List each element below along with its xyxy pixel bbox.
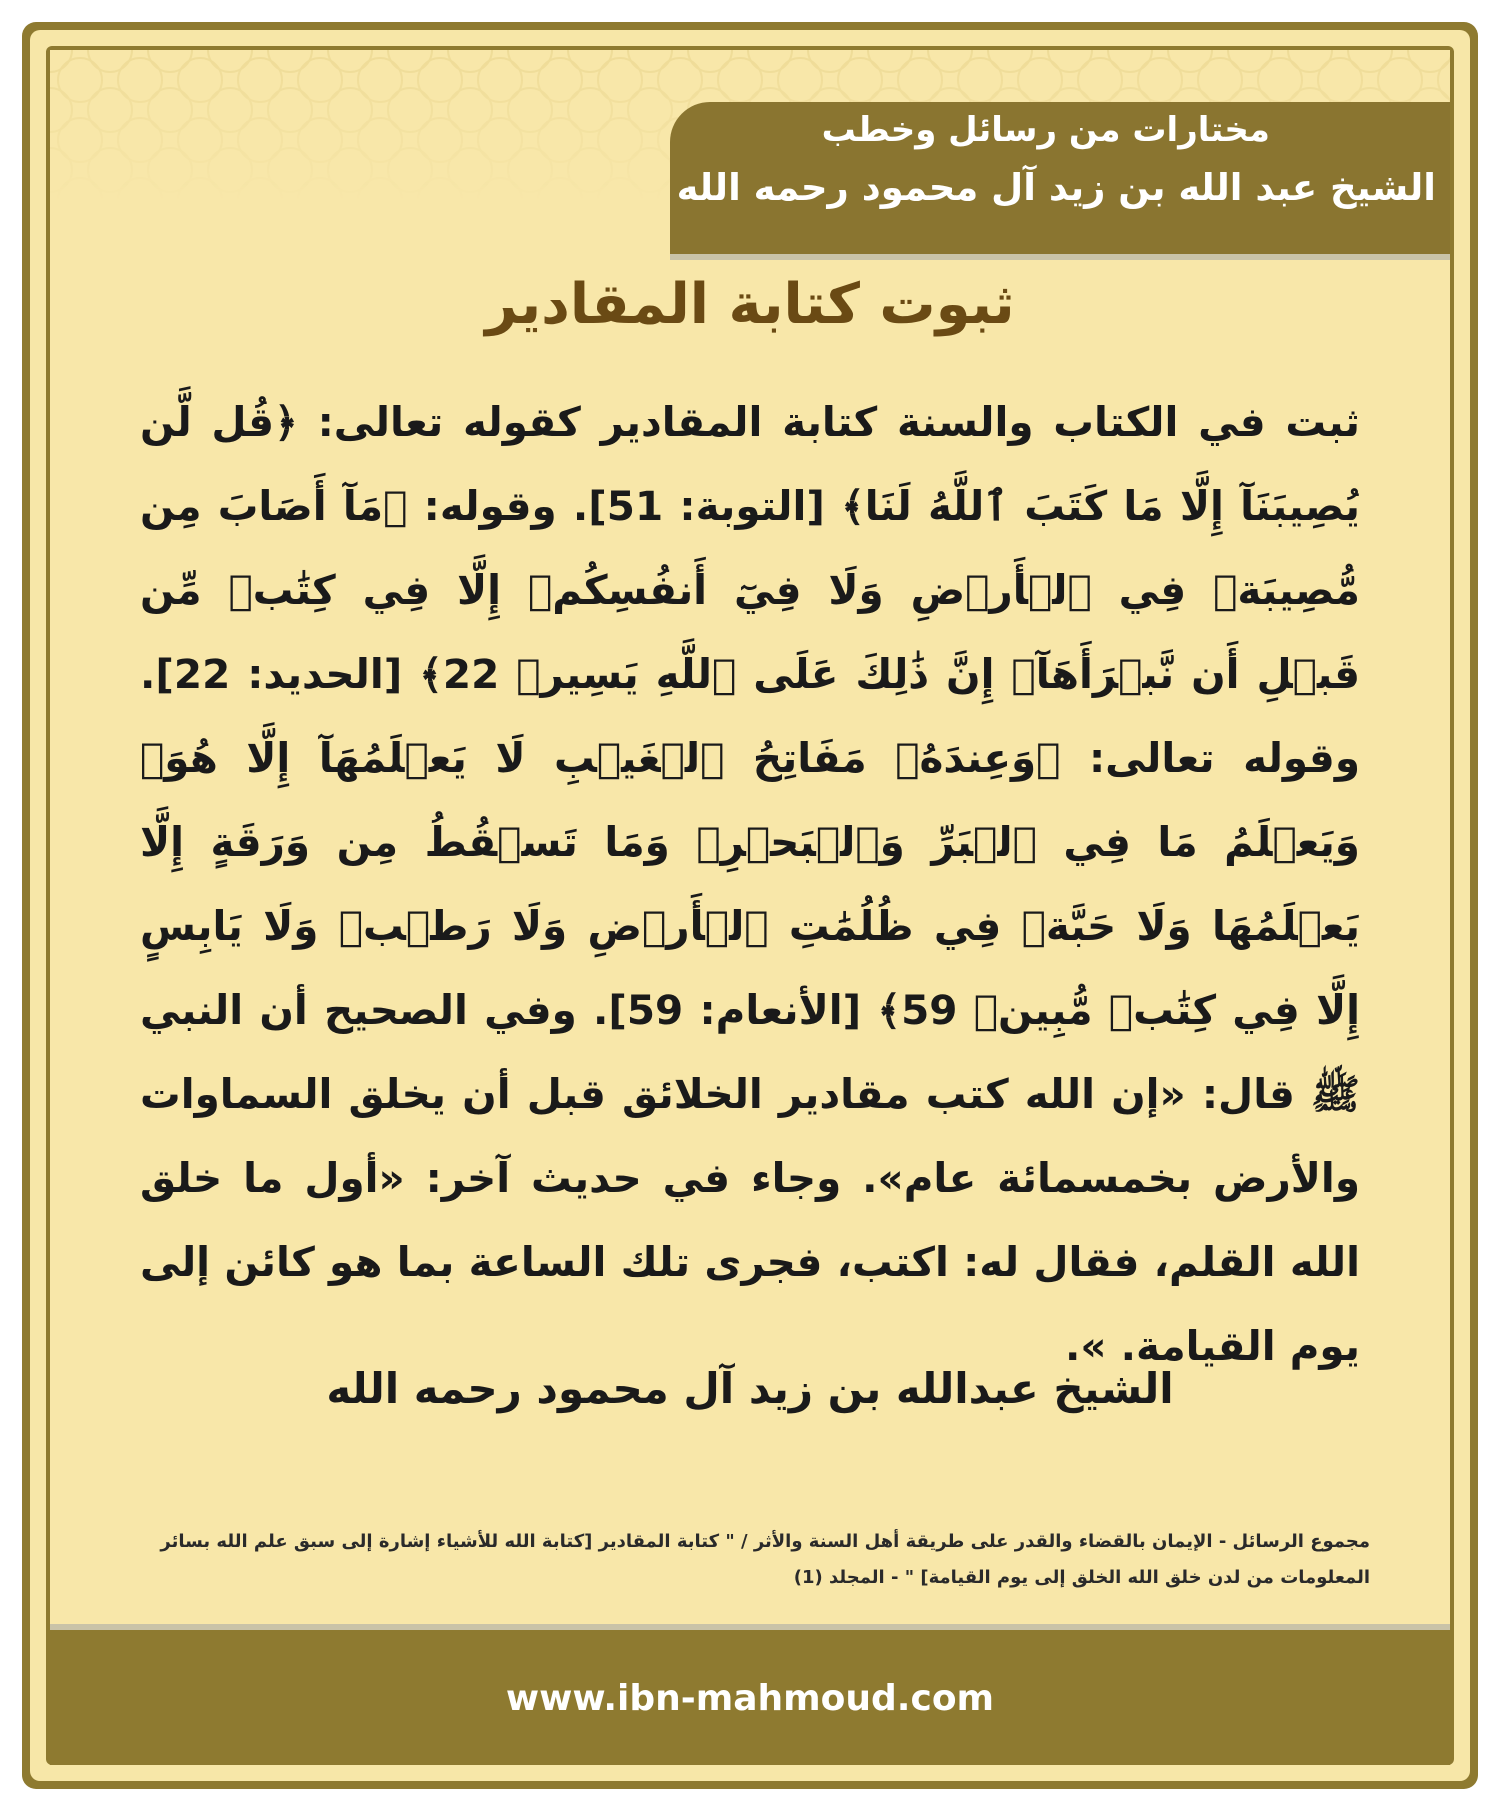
page-title: ثبوت كتابة المقادير <box>485 272 1015 337</box>
author-heading: الشيخ عبد الله بن زيد آل محمود رحمه الله <box>676 166 1436 209</box>
footer-bar <box>50 1630 1450 1765</box>
series-title: مختارات من رسائل وخطب <box>821 110 1270 150</box>
author-signature: الشيخ عبدالله بن زيد آل محمود رحمه الله <box>326 1364 1174 1413</box>
content-panel <box>50 50 1450 1630</box>
header-banner <box>670 102 1450 254</box>
source-citation: مجموع الرسائل - الإيمان بالقضاء والقدر على طريقة أهل السنة والأثر / " كتابة المقادير [كتابة الله للأشياء إشارة إلى سبق علم الله بسائر المعلومات من لدن خلق الله الخلق إلى يوم القيامة] " - المجلد (1) <box>160 1531 1370 1588</box>
website-link[interactable]: www.ibn-mahmoud.com <box>505 1678 995 1719</box>
article-body: ثبت في الكتاب والسنة كتابة المقادير كقوله تعالى: ﴿قُل لَّن يُصِيبَنَآ إِلَّا مَا كَتَبَ ٱللَّهُ لَنَا﴾ [التوبة: 51]. وقوله: ﴿مَآ أَصَابَ مِن مُّصِيبَةٖ فِي ٱلۡأَرۡضِ وَلَا فِيٓ أَنفُسِكُمۡ إِلَّا فِي كِتَٰبٖ مِّن قَبۡلِ أَن نَّبۡرَأَهَآۚ إِنَّ ذَٰلِكَ عَلَى ٱللَّهِ يَسِيرٞ 22﴾ [الحديد: 22]. وقوله تعالى: ﴿وَعِندَهُۥ مَفَاتِحُ ٱلۡغَيۡبِ لَا يَعۡلَمُهَآ إِلَّا هُوَۚ وَيَعۡلَمُ مَا فِي ٱلۡبَرِّ وَٱلۡبَحۡرِۚ وَمَا تَسۡقُطُ مِن وَرَقَةٍ إِلَّا يَعۡلَمُهَا وَلَا حَبَّةٖ فِي ظُلُمَٰتِ ٱلۡأَرۡضِ وَلَا رَطۡبٖ وَلَا يَابِسٍ إِلَّا فِي كِتَٰبٖ مُّبِينٖ 59﴾ [الأنعام: 59]. وفي الصحيح أن النبي ﷺ قال: «إن الله كتب مقادير الخلائق قبل أن يخلق السماوات والأرض بخمسمائة عام». وجاء في حديث آخر: «أول ما خلق الله القلم، فقال له: اكتب، فجرى تلك الساعة بما هو كائن إلى يوم القيامة. ». <box>140 398 1361 1370</box>
